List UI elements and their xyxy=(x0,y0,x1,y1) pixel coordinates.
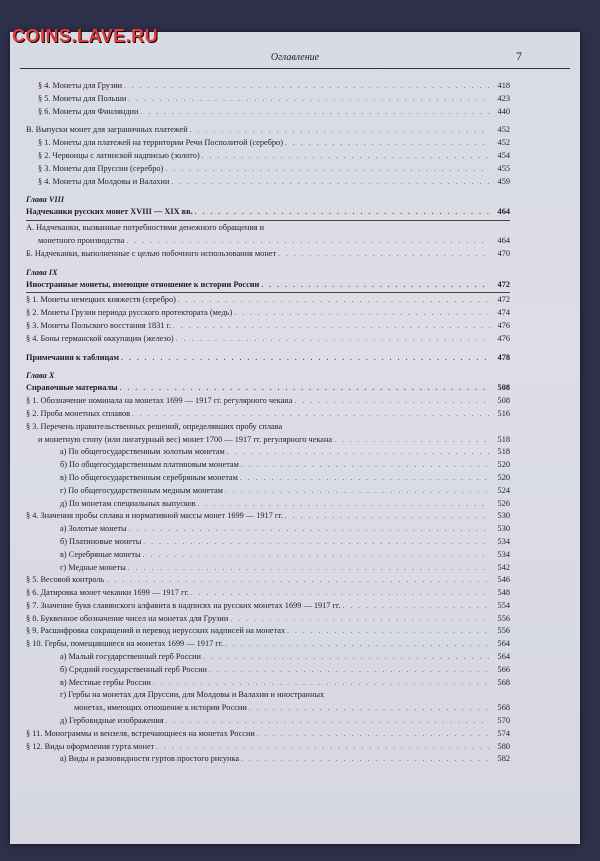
toc-dot-leader xyxy=(241,459,490,472)
toc-dot-leader xyxy=(165,163,490,176)
toc-subentry[interactable] xyxy=(26,472,510,485)
toc-dot-leader xyxy=(257,728,490,741)
toc-entry-title: § 2. Монеты Грузии периода русского протектората (медь) xyxy=(26,308,233,318)
page-number: 7 xyxy=(516,49,522,63)
toc-page-ref: 470 xyxy=(497,248,510,258)
toc-entry-title: а) По общегосударственным золотым монетам xyxy=(60,447,225,457)
toc-entry-title: а) Малый государственный герб России xyxy=(60,652,201,662)
toc-dot-leader xyxy=(203,651,490,664)
toc-entry-title: а) Золотые монеты xyxy=(60,524,127,534)
toc-entry-title: § 2. Червонцы с латинской надписью (золото) xyxy=(38,150,200,160)
toc-dot-leader xyxy=(202,150,490,163)
toc-subentry[interactable] xyxy=(26,523,510,536)
toc-entry-title: § 5. Монеты для Польши xyxy=(38,93,127,103)
toc-page-ref: 520 xyxy=(497,460,510,470)
site-watermark: COINS.LAVE.RU xyxy=(12,26,159,46)
toc-page-ref: 530 xyxy=(497,511,510,521)
toc-dot-leader xyxy=(106,574,490,587)
toc-subentry[interactable] xyxy=(26,549,510,562)
toc-entry[interactable] xyxy=(26,510,510,523)
table-of-contents xyxy=(26,80,510,766)
toc-entry[interactable] xyxy=(26,248,510,261)
toc-entry-title: а) Виды и разновидности гуртов простого рисунка xyxy=(60,754,240,764)
toc-entry[interactable] xyxy=(26,741,510,754)
toc-subentry[interactable] xyxy=(26,498,510,511)
toc-page-ref: 580 xyxy=(497,741,510,751)
toc-entry-title: § 12. Виды оформления гурта монет xyxy=(26,741,155,751)
toc-dot-leader xyxy=(230,613,490,626)
toc-entry-title: Надчеканки русских монет XVIII — XIX вв. xyxy=(26,207,193,217)
toc-dot-leader xyxy=(285,137,490,150)
toc-page-ref: 542 xyxy=(497,562,510,572)
toc-page-ref: 454 xyxy=(497,150,510,160)
toc-dot-leader xyxy=(294,395,490,408)
toc-entry-title: В. Выпуски монет для заграничных платежей xyxy=(26,125,188,135)
toc-page-ref: 582 xyxy=(497,754,510,764)
toc-page-ref: 574 xyxy=(497,728,510,738)
toc-dot-leader xyxy=(120,382,490,395)
toc-page-ref: 516 xyxy=(497,408,510,418)
toc-entry[interactable] xyxy=(26,600,510,613)
toc-entry-title: Иностранные монеты, имеющие отношение к истории России xyxy=(26,279,260,289)
toc-entry[interactable] xyxy=(26,728,510,741)
toc-section-entry[interactable] xyxy=(26,124,510,137)
toc-entry[interactable] xyxy=(26,307,510,320)
toc-dot-leader xyxy=(234,307,490,320)
toc-entry-title: § 9. Расшифровка сокращений и перевод нерусских надписей на монетах xyxy=(26,626,286,636)
toc-dot-leader xyxy=(143,536,490,549)
toc-dot-leader xyxy=(225,485,490,498)
toc-entry[interactable] xyxy=(26,176,510,189)
toc-dot-leader xyxy=(287,625,490,638)
toc-page-ref: 478 xyxy=(497,352,510,362)
toc-entry-title: § 3. Монеты Польского восстания 1831 г. xyxy=(26,320,172,330)
toc-entry[interactable] xyxy=(26,235,510,248)
toc-entry-line: А. Надчеканки, вызванные потребностями денежного обращения и xyxy=(26,223,265,233)
toc-entry[interactable] xyxy=(26,625,510,638)
toc-page-ref: 464 xyxy=(497,235,510,245)
toc-entry-title: б) Средний государственный герб России xyxy=(60,664,207,674)
toc-page-ref: 423 xyxy=(497,93,510,103)
toc-dot-leader xyxy=(143,549,490,562)
toc-page-ref: 459 xyxy=(497,176,510,186)
toc-dot-leader xyxy=(334,434,490,447)
toc-entry-title: д) По монетам специальных выпусков xyxy=(60,498,196,508)
toc-entry-title: Б. Надчеканки, выполненные с целью побочного использования монет xyxy=(26,248,277,258)
toc-entry[interactable] xyxy=(26,93,510,106)
toc-subentry[interactable] xyxy=(26,664,510,677)
toc-subentry[interactable] xyxy=(26,715,510,728)
toc-entry[interactable] xyxy=(26,574,510,587)
toc-entry-title: в) Местные гербы России xyxy=(60,677,151,687)
toc-entry-title: б) Платиновые монеты xyxy=(60,536,142,546)
toc-page-ref: 566 xyxy=(497,664,510,674)
toc-entry-title: § 11. Монограммы и вензеля, встречающиеся на монетах России xyxy=(26,728,255,738)
toc-entry-title: § 4. Монеты для Молдовы и Валахии xyxy=(38,176,170,186)
toc-entry-title: монетах, имеющих отношение к истории России xyxy=(74,703,247,713)
toc-page-ref: 564 xyxy=(497,652,510,662)
toc-entry-title: Примечания к таблицам xyxy=(26,352,120,362)
toc-entry[interactable] xyxy=(26,613,510,626)
notes-entry[interactable] xyxy=(26,352,510,365)
chapter-label: Глава VIII xyxy=(26,195,65,205)
toc-entry-title: § 2. Проба монетных сплавов xyxy=(26,408,131,418)
toc-page-ref: 440 xyxy=(497,106,510,116)
toc-subentry[interactable] xyxy=(26,651,510,664)
chapter-label: Глава X xyxy=(26,371,55,381)
toc-entry-title: Справочные материалы xyxy=(26,383,118,393)
toc-page-ref: 570 xyxy=(497,716,510,726)
toc-page-ref: 518 xyxy=(497,447,510,457)
toc-entry-title: и монетную стопу (или лигатурный вес) монет 1700 — 1917 гг. регулярного чекана xyxy=(38,434,333,444)
toc-dot-leader xyxy=(128,93,490,106)
toc-dot-leader xyxy=(126,235,490,248)
toc-dot-leader xyxy=(190,124,490,137)
toc-page-ref: 534 xyxy=(497,549,510,559)
toc-page-ref: 464 xyxy=(497,207,510,217)
toc-dot-leader xyxy=(178,294,490,307)
toc-page-ref: 452 xyxy=(497,138,510,148)
toc-dot-leader xyxy=(241,753,490,766)
toc-page-ref: 472 xyxy=(497,295,510,305)
toc-entry-title: § 10. Гербы, помещавшиеся на монетах 1699 — 1917 гг. xyxy=(26,639,224,649)
toc-entry-title: § 6. Датировка монет чеканки 1699 — 1917 гг. xyxy=(26,588,189,598)
toc-entry[interactable] xyxy=(26,408,510,421)
toc-dot-leader xyxy=(285,510,490,523)
toc-entry[interactable] xyxy=(26,320,510,333)
toc-page-ref: 524 xyxy=(497,485,510,495)
toc-subentry[interactable] xyxy=(26,753,510,766)
chapter-rule xyxy=(26,220,510,221)
toc-entry-title: в) По общегосударственным серебряным монетам xyxy=(60,472,238,482)
toc-entry-line: г) Гербы на монетах для Пруссии, для Молдовы и Валахии и иностранных xyxy=(60,690,325,700)
toc-entry[interactable] xyxy=(26,294,510,307)
toc-dot-leader xyxy=(121,352,490,365)
toc-subentry[interactable] xyxy=(26,677,510,690)
toc-dot-leader xyxy=(132,408,490,421)
toc-dot-leader xyxy=(195,206,490,219)
toc-page-ref: 418 xyxy=(497,81,510,90)
toc-dot-leader xyxy=(166,715,490,728)
toc-page-ref: 476 xyxy=(497,333,510,343)
toc-entry-title: б) По общегосударственным платиновым монетам xyxy=(60,460,239,470)
toc-dot-leader xyxy=(249,702,490,715)
toc-subentry[interactable] xyxy=(26,485,510,498)
toc-entry-title: § 5. Весовой контроль xyxy=(26,575,105,585)
toc-page-ref: 556 xyxy=(497,613,510,623)
chapter-title-entry[interactable] xyxy=(26,279,510,292)
toc-entry[interactable] xyxy=(26,106,510,119)
toc-dot-leader xyxy=(225,638,490,651)
toc-dot-leader xyxy=(240,472,490,485)
toc-subentry[interactable] xyxy=(26,459,510,472)
toc-entry-title: § 1. Монеты немецких княжеств (серебро) xyxy=(26,295,176,305)
toc-entry-title: § 1. Обозначение номинала на монетах 1699 — 1917 гг. регулярного чекана xyxy=(26,396,293,406)
toc-subentry[interactable] xyxy=(26,562,510,575)
toc-entry-title: монетного производства xyxy=(38,235,125,245)
toc-page-ref: 534 xyxy=(497,536,510,546)
toc-dot-leader xyxy=(124,80,490,93)
toc-page-ref: 474 xyxy=(497,308,510,318)
toc-dot-leader xyxy=(140,106,490,119)
toc-entry-line: § 3. Перечень правительственных решений, определявших пробу сплава xyxy=(26,421,283,431)
toc-dot-leader xyxy=(198,498,490,511)
chapter-label: Глава IX xyxy=(26,267,58,277)
toc-entry-title: § 4. Боны германской оккупации (железо) xyxy=(26,333,174,343)
toc-page-ref: 520 xyxy=(497,472,510,482)
toc-entry[interactable] xyxy=(26,638,510,651)
chapter-title-entry[interactable] xyxy=(26,206,510,219)
toc-entry[interactable] xyxy=(26,163,510,176)
toc-subentry[interactable] xyxy=(26,446,510,459)
toc-entry-title: § 3. Монеты для Пруссии (серебро) xyxy=(38,163,164,173)
toc-entry-title: § 1. Монеты для платежей на территории Речи Посполитой (серебро) xyxy=(38,138,283,148)
toc-dot-leader xyxy=(171,176,490,189)
toc-page-ref: 548 xyxy=(497,588,510,598)
book-page xyxy=(10,32,580,844)
toc-entry[interactable] xyxy=(26,150,510,163)
toc-entry-title: г) По общегосударственным медным монетам xyxy=(60,485,223,495)
toc-page-ref: 508 xyxy=(497,396,510,406)
toc-entry-title: § 4. Значения пробы сплава и нормативной массы монет 1699 — 1917 гг. xyxy=(26,511,283,521)
toc-dot-leader xyxy=(227,446,490,459)
toc-dot-leader xyxy=(176,333,490,346)
header-rule xyxy=(20,68,570,69)
toc-entry-title: § 8. Буквенное обозначение чисел на монетах для Грузии xyxy=(26,613,229,623)
toc-entry[interactable] xyxy=(26,434,510,447)
page-header xyxy=(10,49,580,68)
toc-dot-leader xyxy=(128,562,490,575)
toc-subentry[interactable] xyxy=(26,702,510,715)
toc-page-ref: 476 xyxy=(497,320,510,330)
toc-entry-title: § 6. Монеты для Финляндии xyxy=(38,106,139,116)
toc-dot-leader xyxy=(191,587,490,600)
toc-entry-title: в) Серебряные монеты xyxy=(60,549,141,559)
toc-entry[interactable] xyxy=(26,137,510,150)
toc-entry[interactable] xyxy=(26,80,510,93)
chapter-rule xyxy=(26,292,510,293)
toc-dot-leader xyxy=(153,677,490,690)
toc-dot-leader xyxy=(173,320,490,333)
toc-subentry[interactable] xyxy=(26,536,510,549)
toc-page-ref: 554 xyxy=(497,600,510,610)
toc-dot-leader xyxy=(261,279,490,292)
toc-page-ref: 518 xyxy=(497,434,510,444)
toc-page-ref: 546 xyxy=(497,575,510,585)
toc-page-ref: 530 xyxy=(497,524,510,534)
toc-dot-leader xyxy=(278,248,490,261)
toc-entry[interactable] xyxy=(26,587,510,600)
toc-entry-title: г) Медные монеты xyxy=(60,562,126,572)
toc-page-ref: 568 xyxy=(497,703,510,713)
toc-entry[interactable] xyxy=(26,395,510,408)
toc-entry-title: § 7. Значение букв славянского алфавита в надписях на русских монетах 1699 — 1917 гг. xyxy=(26,600,341,610)
toc-entry[interactable] xyxy=(26,333,510,346)
toc-dot-leader xyxy=(342,600,490,613)
running-title: Оглавление xyxy=(270,52,320,63)
toc-page-ref: 455 xyxy=(497,163,510,173)
toc-page-ref: 556 xyxy=(497,626,510,636)
toc-entry-title: § 4. Монеты для Грузии xyxy=(38,81,123,90)
toc-page-ref: 564 xyxy=(497,639,510,649)
toc-dot-leader xyxy=(209,664,490,677)
chapter-title-entry[interactable] xyxy=(26,382,510,395)
toc-page-ref: 526 xyxy=(497,498,510,508)
toc-page-ref: 472 xyxy=(497,279,510,289)
toc-dot-leader xyxy=(156,741,490,754)
toc-page-ref: 568 xyxy=(497,677,510,687)
toc-entry-title: д) Гербовидные изображения xyxy=(60,716,164,726)
toc-page-ref: 508 xyxy=(497,383,510,393)
toc-dot-leader xyxy=(129,523,490,536)
toc-page-ref: 452 xyxy=(497,125,510,135)
